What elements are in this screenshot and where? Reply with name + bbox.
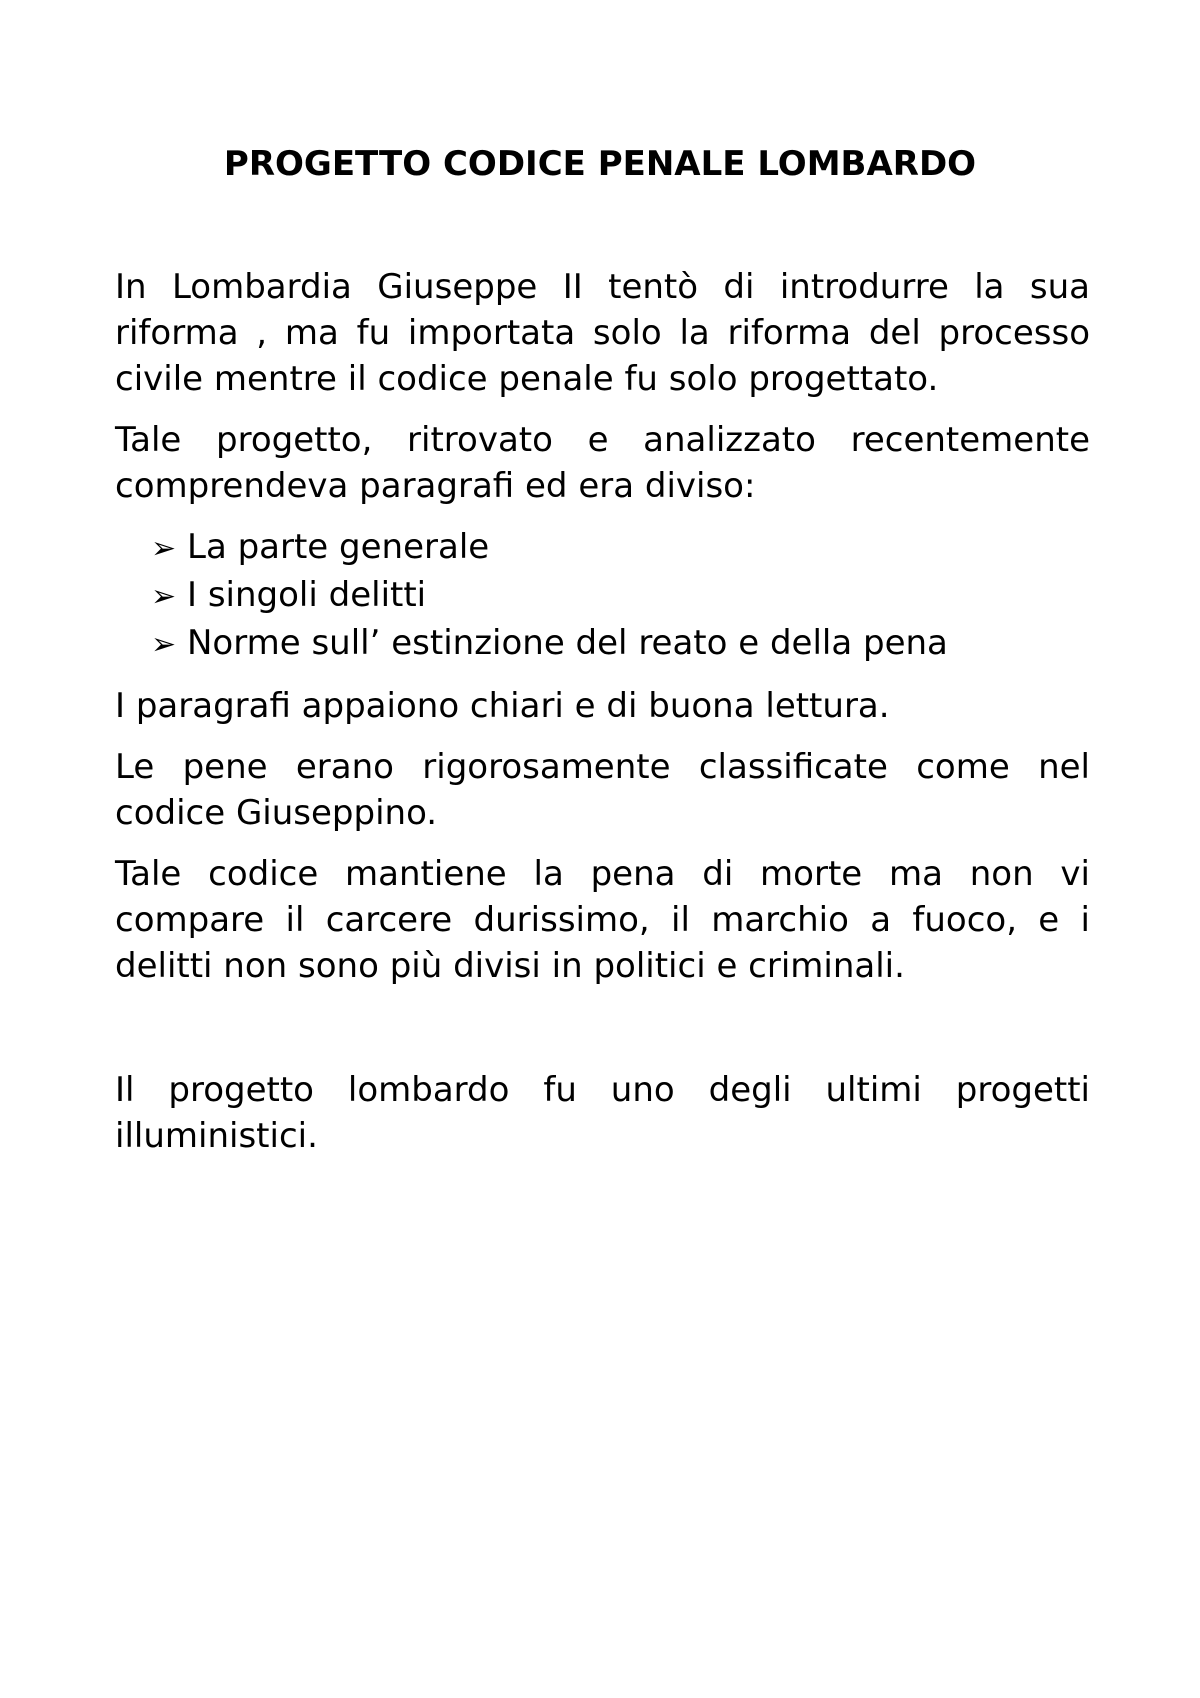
bullet-list [115, 524, 1090, 668]
document-body [115, 264, 1090, 1174]
spacer [115, 1004, 1090, 1067]
arrowhead-bullet-icon: ➢ [151, 531, 177, 566]
paragraph-readability: I paragrafi appaiono chiari e di buona lettura. [115, 686, 890, 726]
list-item-text: La parte generale [187, 527, 490, 567]
list-item [151, 572, 1090, 620]
paragraph-penalties: Le pene erano rigorosamente classificate come nel codice Giuseppino. [115, 747, 1090, 833]
paragraph-intro: In Lombardia Giuseppe II tentò di introdurre la sua riforma , ma fu importata solo la riforma del processo civile mentre il codice penale fu solo progettato. [115, 267, 1090, 399]
list-item [151, 524, 1090, 572]
arrowhead-bullet-icon: ➢ [151, 579, 177, 614]
paragraph-closing: Il progetto lombardo fu uno degli ultimi progetti illuministici. [115, 1070, 1090, 1156]
paragraph-death-penalty: Tale codice mantiene la pena di morte ma non vi compare il carcere durissimo, il marchio a fuoco, e i delitti non sono più divisi in politici e criminali. [115, 854, 1090, 986]
list-item [151, 620, 1090, 668]
list-item-text: I singoli delitti [187, 575, 427, 615]
arrowhead-bullet-icon: ➢ [151, 627, 177, 662]
document-title: PROGETTO CODICE PENALE LOMBARDO [223, 144, 977, 184]
list-item-text: Norme sull’ estinzione del reato e della pena [187, 623, 948, 663]
paragraph-project-structure: Tale progetto, ritrovato e analizzato recentemente comprendeva paragrafi ed era diviso: [115, 420, 1090, 506]
